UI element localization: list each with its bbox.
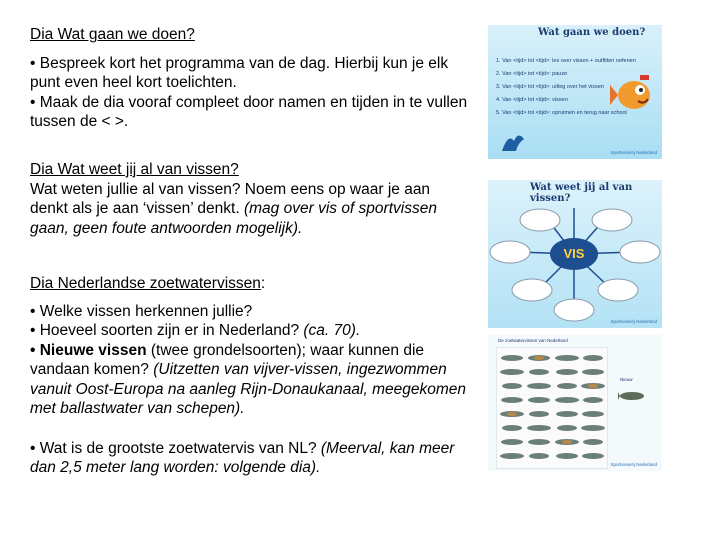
section-program <box>30 25 470 132</box>
thumb-row-1: 1. Van <tijd> tot <tijd>: les over vissen + outfitten oefenen <box>496 58 636 64</box>
program-line-1: • Bespreek kort het programma van de dag. Hierbij kun je elk punt even heel kort toelichten. <box>30 54 449 91</box>
program-line-2: • Maak de dia vooraf compleet door namen en tijden in te vullen tussen de < >. <box>30 93 468 130</box>
freshwater-q3-note: (Uitzetten van vijver-vissen, ingezwommen vanuit Oost-Europa na aanleg Rijn-Donaukanaal, meegekomen met ballastwater van schepen). <box>30 361 466 417</box>
thumb-title-brainstorm: Wat weet jij al van vissen? <box>530 182 633 204</box>
logo-sportvisserij: Sportvisserij Nederland <box>610 319 657 324</box>
knowledge-note: (mag over vis of sportvissen gaan, geen foute antwoorden mogelijk). <box>30 200 437 237</box>
freshwater-q2 <box>30 321 470 341</box>
freshwater-q4 <box>30 439 470 478</box>
thumb-title-program: Wat gaan we doen? <box>538 27 646 38</box>
fish-species-grid <box>497 348 607 468</box>
goby-fish-icon <box>618 389 648 403</box>
poster-title: De zoetwatervissen van Nederland <box>498 338 568 343</box>
section-freshwater <box>30 274 470 478</box>
freshwater-q1: • Welke vissen herkennen jullie? <box>30 302 253 320</box>
thumb-row-3: 3. Van <tijd> tot <tijd>: uitleg over het vissen <box>496 84 604 90</box>
knowledge-question: Wat weten jullie al van vissen? Noem eens op waar je aan denkt als je aan ‘vissen’ denkt. <box>30 180 431 217</box>
section-knowledge <box>30 160 470 238</box>
slide-thumbnail-fish-poster <box>488 335 662 471</box>
heading-freshwater: Dia Nederlandse zoetwatervissen <box>30 275 261 292</box>
heading-program: Dia Wat gaan we doen? <box>30 26 195 43</box>
heading-freshwater-line <box>30 274 470 294</box>
fish-poster-image <box>496 347 608 469</box>
nieuw-label: Nieuw <box>620 377 633 382</box>
slide-thumbnail-program <box>488 25 662 159</box>
freshwater-q4-note: (Meerval, kan meer dan 2,5 meter lang worden: volgende dia). <box>30 439 455 476</box>
vis-hub-label: VIS <box>563 246 585 261</box>
wave-splash-icon <box>500 129 526 155</box>
freshwater-q3-bold: • Nieuwe vissen <box>30 341 147 359</box>
slide-thumbnail-brainstorm <box>488 180 662 328</box>
knowledge-text <box>30 180 470 239</box>
thumb-row-5: 5. Van <tijd> tot <tijd>: opruimen en terug naar school <box>496 110 627 116</box>
freshwater-q2-text: • Hoeveel soorten zijn er in Nederland? <box>30 322 300 339</box>
thumb-row-2: 2. Van <tijd> tot <tijd>: pauze <box>496 71 568 77</box>
freshwater-q3 <box>30 341 470 419</box>
logo-sportvisserij: Sportvisserij Nederland <box>610 462 657 467</box>
cartoon-fish-icon <box>610 73 656 113</box>
heading-knowledge: Dia Wat weet jij al van vissen? <box>30 161 239 178</box>
thumb-row-4: 4. Van <tijd> tot <tijd>: vissen <box>496 97 568 103</box>
heading-freshwater-colon: : <box>260 275 266 292</box>
freshwater-q4-text: • Wat is de grootste zoetwatervis van NL? <box>30 439 317 457</box>
logo-sportvisserij: Sportvisserij Nederland <box>610 150 657 155</box>
freshwater-q3-text: (twee grondelsoorten); waar kunnen die vandaan komen? <box>30 341 425 378</box>
freshwater-q2-note: (ca. 70). <box>303 322 361 339</box>
